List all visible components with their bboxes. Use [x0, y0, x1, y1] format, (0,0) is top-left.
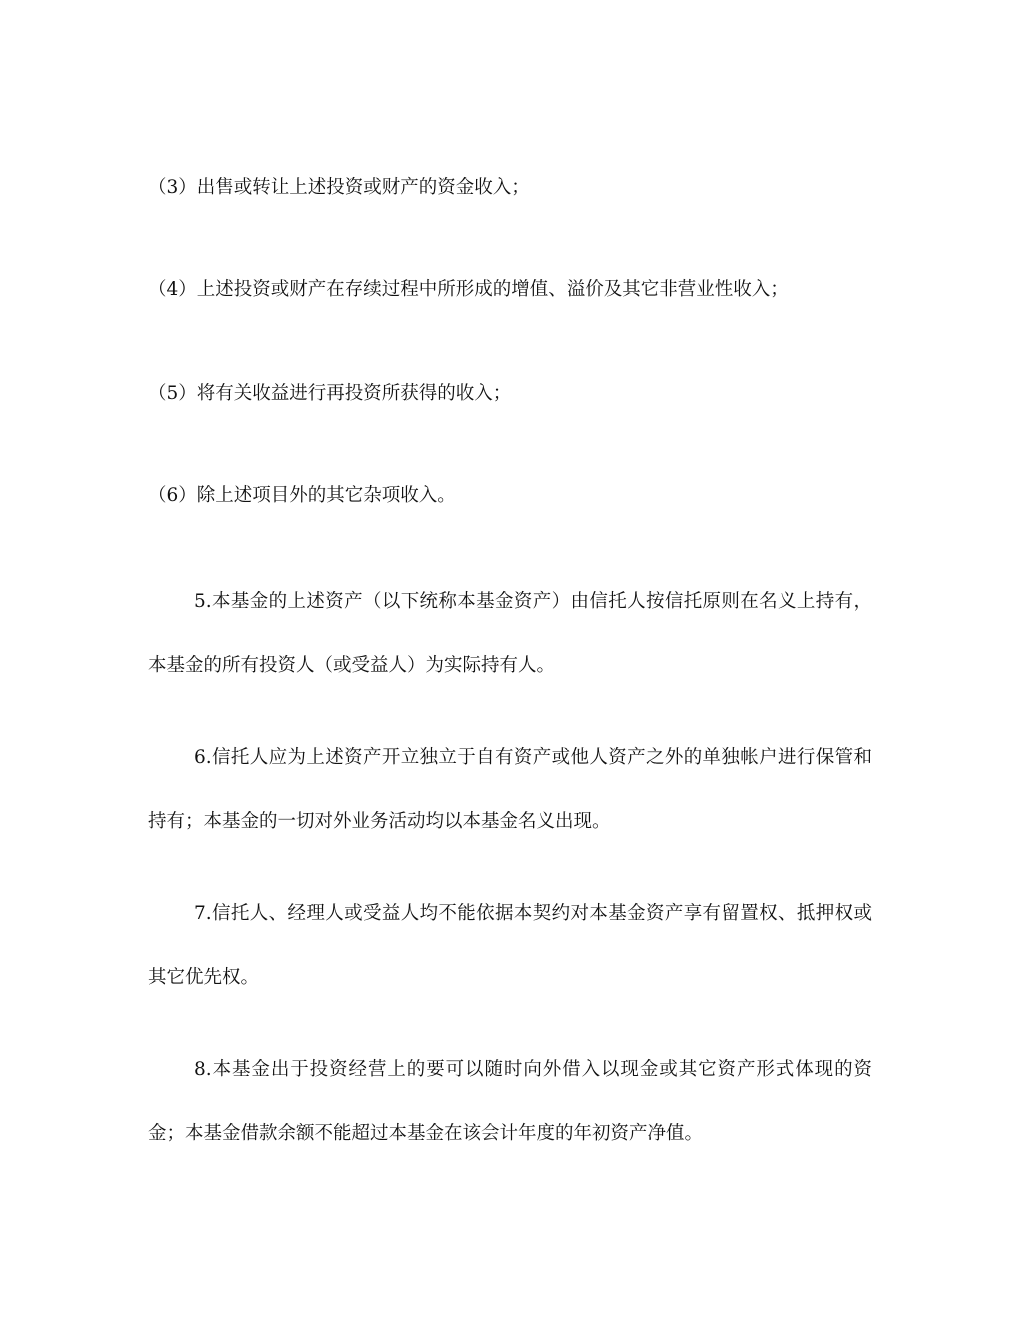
paragraph-6: 6.信托人应为上述资产开立独立于自有资产或他人资产之外的单独帐户进行保管和持有；本基金的一切对外业务活动均以本基金名义出现。	[148, 747, 872, 832]
list-item-5: （5）将有关收益进行再投资所获得的收入；	[148, 383, 512, 404]
list-item-4: （4）上述投资或财产在存续过程中所形成的增值、溢价及其它非营业性收入；	[148, 279, 789, 300]
list-item-6: （6）除上述项目外的其它杂项收入。	[148, 485, 456, 506]
paragraph-8: 8.本基金出于投资经营上的要可以随时向外借入以现金或其它资产形式体现的资金；本基金借款余额不能超过本基金在该会计年度的年初资产净值。	[148, 1059, 872, 1144]
list-item-3: （3）出售或转让上述投资或财产的资金收入；	[148, 177, 530, 198]
paragraph-5: 5.本基金的上述资产（以下统称本基金资产）由信托人按信托原则在名义上持有，本基金的所有投资人（或受益人）为实际持有人。	[148, 591, 872, 676]
paragraph-7: 7.信托人、经理人或受益人均不能依据本契约对本基金资产享有留置权、抵押权或其它优先权。	[148, 903, 872, 988]
